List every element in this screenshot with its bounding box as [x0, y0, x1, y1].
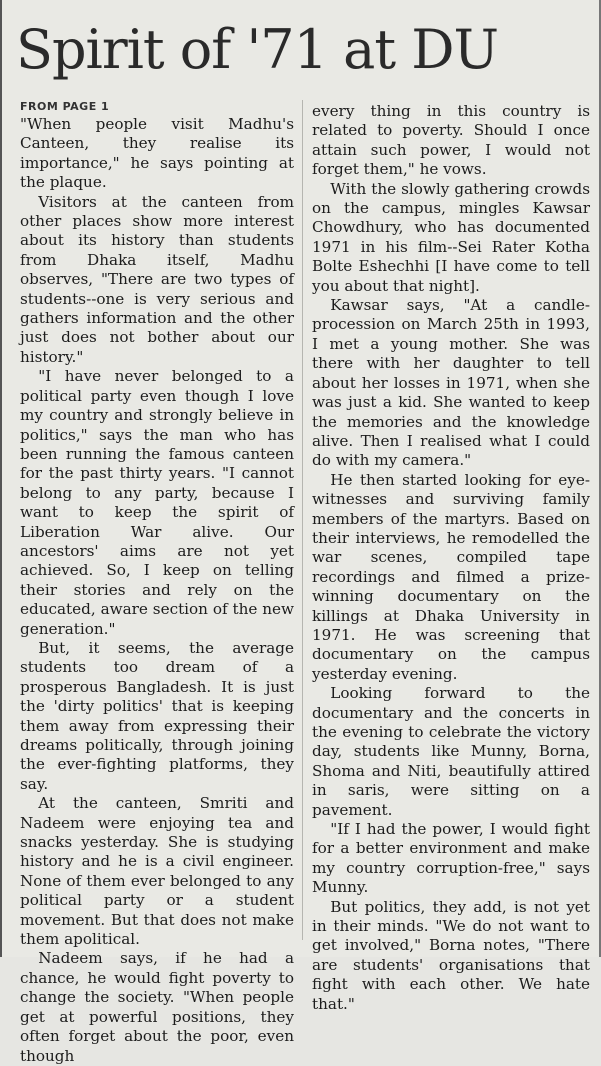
- paragraph: "I have never belonged to a political party even though I love my country and strongly believe in politics," says the man who has been running the famous canteen for the past thirty years. "I cannot belong to any party, because I want to keep the spirit of Liberation War alive. Our ancestors' aims are not yet achieved. So, I keep on telling their stories and rely on the educated, aware section of the new generation.": [20, 367, 294, 638]
- continuation-label: FROM PAGE 1: [20, 100, 110, 113]
- paragraph: Looking forward to the documentary and the concerts in the evening to celebrate the victory day, students like Munny, Borna, Shoma and Niti, beautifully attired in saris, were sitting on a pavement.: [312, 684, 590, 819]
- paragraph: Visitors at the canteen from other places show more interest about its history than students from Dhaka itself, Madhu observes, "There are two types of students--one is very serious and gathers information and the other just does not bother about our history.": [20, 192, 294, 366]
- paragraph: "When people visit Madhu's Canteen, they realise its importance," he says pointing at the plaque.: [20, 115, 294, 192]
- left-column: [20, 100, 294, 1066]
- right-column: [312, 102, 590, 1014]
- paragraph: every thing in this country is related to poverty. Should I once attain such power, I would not forget them," he vows.: [312, 102, 590, 179]
- paragraph: He then started looking for eye-witnesses and surviving family members of the martyrs. Based on their interviews, he remodelled the war scenes, compiled tape recordings and filmed a prize-winning documentary on the killings at Dhaka University in 1971. He was screening that documentary on the campus yesterday evening.: [312, 470, 590, 683]
- paragraph: "If I had the power, I would fight for a better environment and make my country corruption-free," says Munny.: [312, 820, 590, 897]
- headline: Spirit of '71 at DU: [16, 18, 499, 81]
- paragraph: But, it seems, the average students too dream of a prosperous Bangladesh. It is just the 'dirty politics' that is keeping them away from expressing their dreams politically, through joining the ever-fighting platforms, they say.: [20, 638, 294, 793]
- column-divider: [302, 100, 303, 940]
- paragraph: At the canteen, Smriti and Nadeem were enjoying tea and snacks yesterday. She is studying history and he is a civil engineer. None of them ever belonged to any political party or a student movement. But that does not make them apolitical.: [20, 794, 294, 949]
- paragraph: With the slowly gathering crowds on the campus, mingles Kawsar Chowdhury, who has documented 1971 in his film--Sei Rater Kotha Bolte Eshechhi [I have come to tell you about that night].: [312, 179, 590, 295]
- paragraph: Nadeem says, if he had a chance, he would fight poverty to change the society. "When people get at powerful positions, they often forget about the poor, even though: [20, 949, 294, 1065]
- paragraph: Kawsar says, "At a candle-procession on March 25th in 1993, I met a young mother. She was there with her daughter to tell about her losses in 1971, when she was just a kid. She wanted to keep the memories and the knowledge alive. Then I realised what I could do with my camera.": [312, 296, 590, 470]
- paragraph: But politics, they add, is not yet in their minds. "We do not want to get involved," Borna notes, "There are students' organisations that fight with each other. We hate that.": [312, 897, 590, 1013]
